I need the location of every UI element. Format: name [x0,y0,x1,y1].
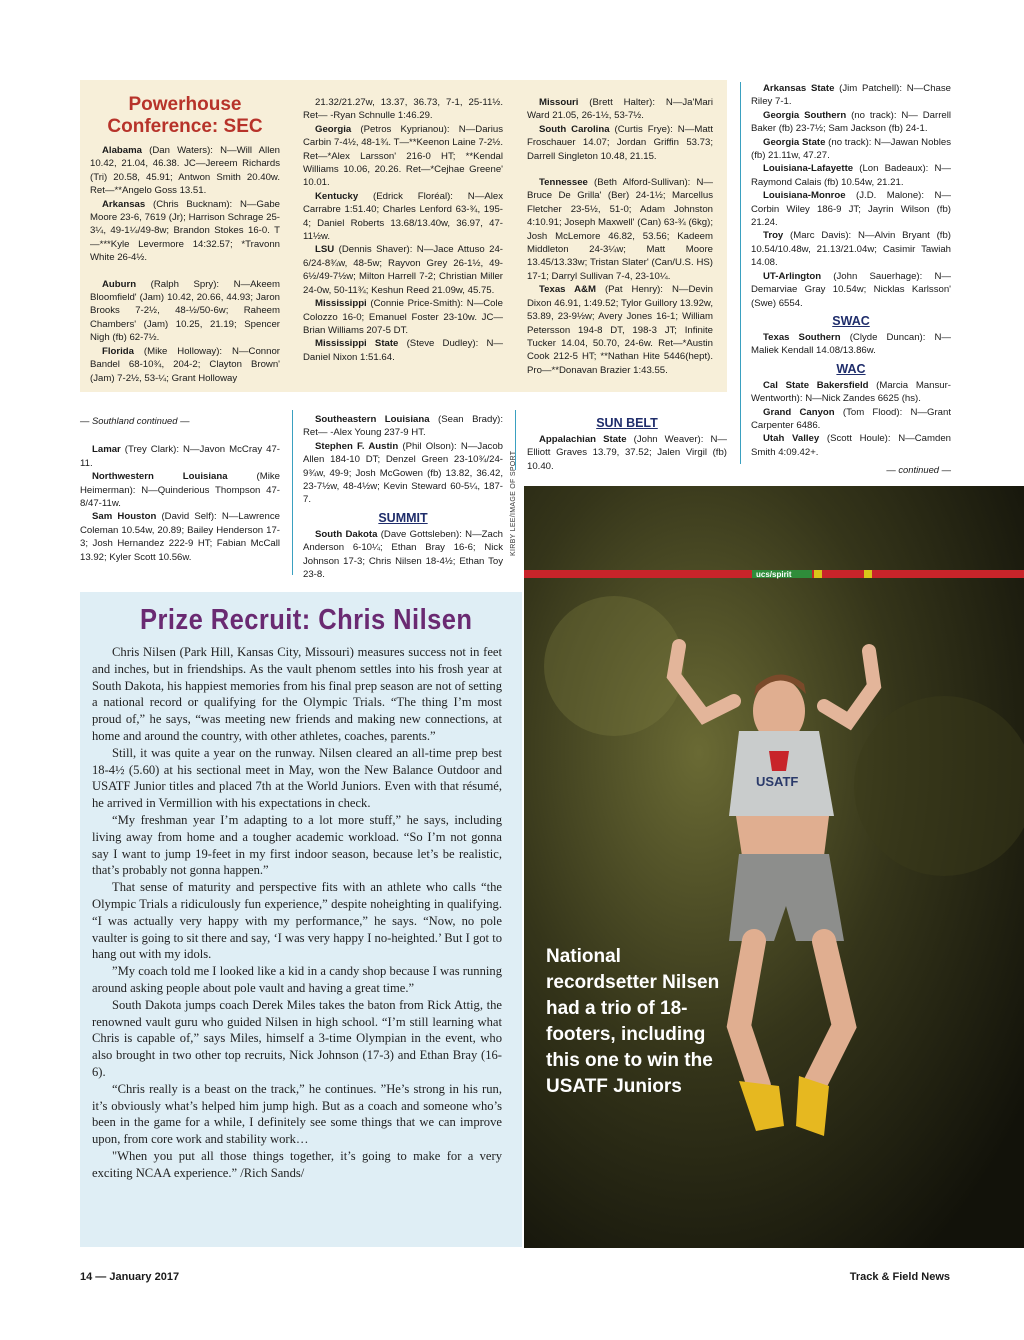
continued-note: — continued — [886,464,951,476]
story-paragraph: “My freshman year I’m adapting to a lot more stuff,” he says, including living away from home and a tougher academic workload. “So I’m not gonna say I want to jump 19-feet in my first indoor season, because let’s be realistic, that’s probably not gonna happen.” [92,812,502,878]
entry-text: (Mike Holloway): N—Connor Bandel 68-10¾, 204-2; Clayton Brown' (Jam) 7-2½, 53-¼; Grant Holloway [90,345,280,384]
entry-text: (John Sauerhage): N—Demarviae Gray 10.54w; Nicklas Karlsson' (Swe) 6554. [751,270,951,309]
team-name: Louisiana-Monroe [763,190,846,202]
entry [751,82,951,109]
entry-text: (Dan Waters): N—Will Allen 10.42, 21.04, 46.38. JC—Jereem Richards (Tri) 20.58, 45.91; Antwon Smith 20.40w. Ret—**Angelo Goss 13.51. [90,145,280,197]
entry [527,176,713,283]
entry-text: (Marcia Mansur-Wentworth): N—Nick Zandes 6625 (hs). [751,379,952,405]
entry-text: (Mike Heimerman): N—Quinderious Thompson 47-8/47-11w. [80,471,280,510]
team-name: Appalachian State [539,434,627,445]
team-name: Texas A&M [539,284,596,296]
entry [303,528,503,582]
entry-text: (Clyde Duncan): N—Maliek Kendall 14.08/13.86w. [751,331,951,357]
story-paragraph: "When you put all those things together, it’s going to make for a very exciting NCAA experience.” /Rich Sands/ [92,1148,502,1180]
team-name: Arkansas State [763,83,835,94]
entry [90,345,280,385]
story-paragraph: Still, it was quite a year on the runway. Nilsen cleared an all-time prep best 18-4½ (5.60) at his sectional meet in May, won the New Balance Outdoor and USATF Junior titles and placed 7th at the World Juniors. Even with that résumé, he arrived in Vermillion with his expectations in check. [92,745,502,811]
team-name: Lamar [92,444,121,456]
sunbelt-continued-entries [751,82,951,310]
southland-entries [80,443,280,564]
sec-col3-entries [527,96,713,377]
entry-text: (Scott Houle): N—Camden Smith 4:09.42+. [751,433,951,458]
southland-continued: — Southland continued — [80,415,190,426]
team-name: LSU [315,244,335,256]
story-paragraph: South Dakota jumps coach Derek Miles takes the baton from Rick Attig, the renowned vault guru who guided Nilsen in high school. “I’m still learning what Chris is capable of,” says Miles, himself a 3-time Olympian in the event, who also brought in two other top recruits, Nick Johnson (17-3) and Ethan Bray (16-6). [92,997,502,1079]
southland-column [80,414,280,564]
entry-text: (Brett Halter): N—Ja'Mari Ward 21.05, 26-1½, 53-7½. [527,97,713,122]
summit-heading: SUMMIT [378,510,428,525]
team-name: Grand Canyon [763,406,835,418]
entry [303,440,503,507]
entry [90,278,280,345]
entry-text: (Tom Flood): N—Grant Carpenter 6486. [751,406,951,431]
photo-credit: KIRBY LEE/IMAGE OF SPORT [510,450,517,556]
prize-title: Prize Recruit: Chris Nilsen [140,604,473,636]
entry [527,283,713,377]
team-name: UT-Arlington [763,270,822,282]
entry [751,189,951,229]
entry-text: (Beth Alford-Sullivan): N—Bruce De Grilla' (Ber) 24-1½; Marcellus Fletcher 23-5½, 51-0; Adam Johnston 4:10.91; Joseph Maxwell' (Can) 63-¾ (6kg); Josh McLemore 46.82, 53.56; Kadeem Middleton 24-3¼w; Matt Moore 13.45/13.33w; Tristan Slater' (Can/U.S. HS) 17-1; Darryl Sullivan 7-4, 23-10¼. [527,177,713,282]
entry-text: (Edrick Floréal): N—Alex Carrabre 1:51.40; Charles Lenford 63-¾, 195-4; Daniel Roberts 13.68/13.40w, 36.97, 47-11½w. [303,190,503,243]
team-name: Georgia State [763,136,826,148]
summit-entries [303,528,503,582]
team-name: Texas Southern [763,331,841,343]
team-name: South Carolina [539,123,610,135]
sec-col-2 [303,96,503,364]
team-name: Auburn [102,278,137,290]
entry [751,379,951,406]
entry [527,433,727,473]
sec-col-1 [90,84,280,385]
team-name: Cal State Bakersfield [763,379,869,391]
team-name: Mississippi [315,298,367,310]
sunbelt-heading: SUN BELT [596,416,658,430]
entry [751,331,951,358]
photo-illustration [524,486,1024,1248]
swac-heading: SWAC [832,313,870,328]
team-name: Tennessee [539,177,588,189]
sec-col-3 [527,96,713,377]
team-name: Utah Valley [763,433,820,445]
right-column [751,82,951,477]
entry [751,432,951,459]
entry [303,243,503,297]
entry-text: (Dave Gottsleben): N—Zach Anderson 6-10¼; Ethan Bray 16-6; Nick Johnson 17-3; Chris Nilsen 18-4½; Ethan Toy 23-8. [303,528,503,581]
team-name: Kentucky [315,190,359,202]
story-paragraph: That sense of maturity and perspective fits with an athlete who calls “the Olympic Trials a ridiculously fun experience,” despite noheighting in qualifying. “I was actually very happy with my performance,” he says. “Now, no pole vaulter is going to sit there and say, ‘I was very happy I no-heighted.’ But I got to hang out with my idols. [92,880,502,962]
entry [751,109,951,136]
entry-text: (J.D. Malone): N—Corbin Wiley 186-9 JT; Jayrin Wilson (fb) 21.24. [751,190,951,229]
entry [751,162,951,189]
team-name: Louisiana-Lafayette [763,163,854,175]
sunbelt-column [527,412,727,473]
entry [90,144,280,198]
prize-story [92,644,502,1182]
southland2-entries [303,413,503,507]
team-name: Stephen F. Austin [315,440,399,452]
entry [751,406,951,433]
entry [751,136,951,163]
entry-text: (Steve Dudley): N—Daniel Nixon 1:51.64. [303,338,503,363]
team-name: Southeastern Louisiana [315,414,430,425]
entry-text: (David Self): N—Lawrence Coleman 10.54w, 20.89; Bailey Henderson 17-3; Josh Hernandez 222-9 HT; Fabian McCall 13.92; Kyler Scott 10.56w. [80,511,280,563]
entry-text: (Lon Badeaux): N—Raymond Calais (fb) 10.54w, 21.21. [751,163,951,188]
team-name: Georgia Southern [763,109,847,121]
team-name: Alabama [102,145,142,156]
team-name: Sam Houston [92,511,157,523]
entry [303,337,503,364]
story-paragraph: Chris Nilsen (Park Hill, Kansas City, Missouri) measures success not in feet and inches, but in friendships. As the vault phenom settles into his frosh year at South Dakota, his happiest memories from his final prep season are not of setting a national record or qualifying for the Olympic Trials. “The thing I’m most proud of,” he says, “was meeting new friends and making new connections, at home and around the country, with other athletes, coaches, parents.” [92,645,502,743]
team-name: Florida [102,345,134,357]
wac-entries [751,379,951,459]
team-name: Troy [763,230,784,242]
entry-text: (Connie Price-Smith): N—Cole Colozzo 16-0; Emanuel Foster 23-10w. JC—Brian Williams 207-5 DT. [303,298,503,336]
entry-text: (Sean Brady): Ret— -Alex Young 237-9 HT. [303,414,503,439]
footer-magazine-name: Track & Field News [849,1271,950,1283]
entry-text: (Ralph Spry): N—Akeem Bloomfield' (Jam) 10.42, 20.66, 44.93; Jaron Brooks 7-2½, 48-½/50-6w; Raheem Chambers' (Jam) 10.25, 21.19; Spencer Nigh (fb) 62-7½. [90,278,280,344]
entry-text: (Phil Olson): N—Jacob Allen 184-10 DT; Denzel Green 23-10¾/24-9¾w, 49-9; Josh McGowen (fb) 13.82, 36.42, 23-7½w, 48-4½w; Kevin Steward 60-5¼, 187-7. [303,440,503,506]
entry-text: (no track): N—Jawan Nobles (fb) 21.11w, 47.27. [751,136,951,162]
team-name: Arkansas [102,198,146,210]
entry-text: (Chris Bucknam): N—Gabe Moore 23-6, 7619 (Jr); Harrison Schrage 25-3¼, 49-1¼/49-8w; Brandon Stokes 16-0. T—***Kyle Levermore 14:32.57; *Travonn White 26-4½. [90,198,280,264]
column-rule [740,82,741,464]
entry-text: (Curtis Frye): N—Matt Froschauer 14.07; Jordan Griffin 53.73; Darrell Singleton 10.48, 21.15. [527,123,713,162]
footer-page-date: 14 — January 2017 [80,1271,180,1283]
story-paragraph: “Chris really is a beast on the track,” he continues. ”He’s strong in his run, it’s obviously what’s helped him jump high. But as a coach and someone who’s been in the game for a while, I definitely see some things that we can improve upon, from core work and stability work… [92,1081,502,1147]
column-rule [292,410,293,575]
entry-text: 21.32/21.27w, 13.37, 36.73, 7-1, 25-11½. Ret— -Ryan Schnulle 1:46.29. [303,97,503,122]
singlet-logo: USATF [756,774,799,789]
southland-column-2 [303,413,503,581]
entry [527,123,713,163]
sec-col2-entries [303,96,503,364]
entry [80,470,280,510]
entry [303,297,503,337]
sec-title: Powerhouse Conference: SEC [107,94,263,137]
team-name: Northwestern Louisiana [92,471,228,483]
swac-entries [751,331,951,358]
entry [751,270,951,310]
wac-heading: WAC [836,361,866,376]
team-name: Georgia [315,123,352,135]
entry-text: (Dennis Shaver): N—Jace Attuso 24-6/24-8¾w, 48-5w; Rayvon Grey 26-1½, 49-6½/49-7½w; Milton Harrell 7-2; Christian Miller 24-0w, 50-11¾; Keshun Reed 21.09w, 45.75. [303,244,503,296]
entry-text: (Pat Henry): N—Devin Dixon 46.91, 1:49.52; Tylor Guillory 13.92w, 53.89, 23-9½w; Avery Jones 16-1; William Petersson 194-8 DT, 198-3 JT; Infinite Tucker 14.04, 50.70, 24-6w. Ret—*Austin Cook 212-5 HT; **Nathan Hite 5446(hept). Pro—**Donavan Brazier 1:43.55. [527,284,713,376]
entry-text: (Petros Kyprianou): N—Darius Carbin 7-4½, 48-1¾. T—**Keenon Laine 7-2½. Ret—*Alex Larsson' 216-0 HT; **Kendal Williams 10.06, 20.26. Ret—*Cejhae Greene' 10.01. [303,123,503,189]
entry-text: (Marc Davis): N—Alvin Bryant (fb) 10.54/10.48w, 21.13/21.04w; Casimir Tawiah 14.08. [751,230,951,269]
entry [80,510,280,564]
entry [303,413,503,440]
entry-text: (Jim Patchell): N—Chase Riley 7-1. [751,83,951,108]
entry [527,96,713,123]
entry-text: (no track): N— Darrell Baker (fb) 23-7½; Sam Jackson (fb) 24-1. [751,109,951,135]
entry [80,443,280,470]
entry [303,96,503,123]
entry-text: (John Weaver): N—Elliott Graves 13.79, 37.52; Jalen Virgil (fb) 10.40. [527,434,727,472]
team-name: Mississippi State [315,338,399,350]
entry-text: (Trey Clark): N—Javon McCray 47-11. [80,444,280,469]
entry [303,190,503,244]
entry [90,198,280,265]
entry [303,123,503,190]
story-paragraph: ”My coach told me I looked like a kid in a candy shop because I was running around asking people about pole vault and having a great time.” [92,964,502,995]
prize-recruit-box [80,592,522,1247]
team-name: South Dakota [315,528,378,540]
sec-col1-entries [90,144,280,385]
entry [751,229,951,269]
photo-caption: National recordsetter Nilsen had a trio of 18-footers, including this one to win the USATF Juniors [546,946,720,1097]
right-shoe [796,1076,829,1136]
crossbar-logo: ucs/spirit [756,570,792,579]
team-name: Missouri [539,97,579,108]
sunbelt-entries [527,433,727,473]
pole-vault-photo [524,486,1024,1248]
